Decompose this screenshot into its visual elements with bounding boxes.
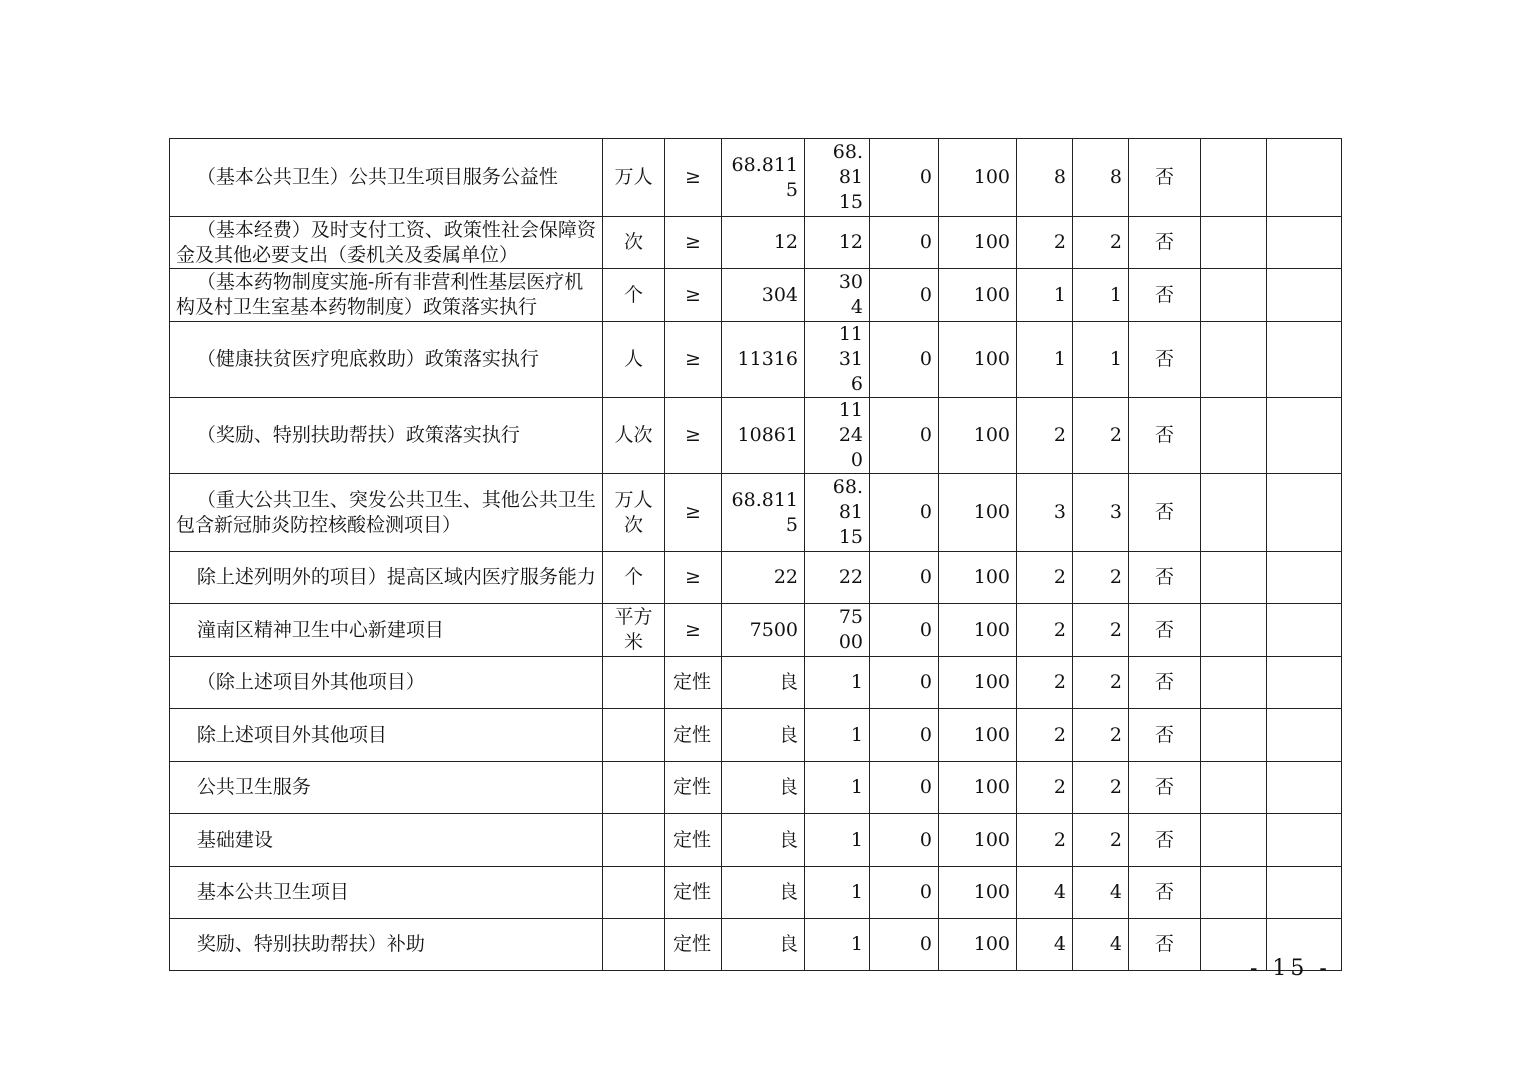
item-name-cell [170, 867, 603, 919]
target-value-cell: 10861 [722, 398, 805, 474]
operator-cell: 定性 [665, 709, 722, 762]
flag-cell: 否 [1129, 139, 1201, 217]
actual-value-cell: 22 [805, 552, 870, 604]
deviation-cell: 0 [870, 814, 939, 867]
unit-cell [603, 919, 665, 971]
remark-cell [1267, 474, 1342, 552]
item-name-cell [170, 217, 603, 269]
actual-value-cell: 1 [805, 709, 870, 762]
full-score-cell: 4 [1017, 867, 1073, 919]
operator-cell: ≥ [665, 398, 722, 474]
unit-cell [603, 814, 665, 867]
deviation-cell: 0 [870, 919, 939, 971]
item-name-text: （奖励、特别扶助帮扶）政策落实执行 [196, 424, 520, 446]
completion-rate-cell: 100 [939, 322, 1017, 398]
remark-cell [1267, 657, 1342, 709]
item-name-cell [170, 762, 603, 814]
table-row [170, 814, 1342, 867]
completion-rate-cell: 100 [939, 814, 1017, 867]
note-cell [1201, 474, 1267, 552]
operator-cell: ≥ [665, 474, 722, 552]
actual-value-cell: 1 [805, 814, 870, 867]
note-cell [1201, 867, 1267, 919]
full-score-cell: 1 [1017, 269, 1073, 322]
note-cell [1201, 604, 1267, 657]
remark-cell [1267, 814, 1342, 867]
item-name-text: （健康扶贫医疗兜底救助）政策落实执行 [196, 348, 539, 370]
target-value-cell: 68.8115 [722, 139, 805, 217]
item-name-cell [170, 139, 603, 217]
score-cell: 2 [1073, 217, 1129, 269]
completion-rate-cell: 100 [939, 709, 1017, 762]
unit-cell: 万人次 [603, 474, 665, 552]
target-value-cell: 良 [722, 762, 805, 814]
deviation-cell: 0 [870, 604, 939, 657]
target-value-cell: 11316 [722, 322, 805, 398]
table-row [170, 139, 1342, 217]
flag-cell: 否 [1129, 398, 1201, 474]
remark-cell [1267, 762, 1342, 814]
remark-cell [1267, 552, 1342, 604]
score-cell: 2 [1073, 657, 1129, 709]
item-name-text: 潼南区精神卫生中心新建项目 [196, 618, 444, 641]
table-body [170, 139, 1342, 971]
table-row [170, 552, 1342, 604]
remark-cell [1267, 139, 1342, 217]
operator-cell: ≥ [665, 139, 722, 217]
deviation-cell: 0 [870, 139, 939, 217]
note-cell [1201, 322, 1267, 398]
target-value-cell: 良 [722, 919, 805, 971]
actual-value-cell: 68.8115 [805, 139, 870, 217]
table-row [170, 398, 1342, 474]
item-name-text: 除上述项目外其他项目 [196, 723, 387, 746]
remark-cell [1267, 604, 1342, 657]
item-name-text: 基本公共卫生项目 [196, 881, 349, 903]
unit-cell [603, 709, 665, 762]
operator-cell: 定性 [665, 919, 722, 971]
operator-cell: ≥ [665, 552, 722, 604]
completion-rate-cell: 100 [939, 919, 1017, 971]
actual-value-cell: 1 [805, 919, 870, 971]
table-row [170, 709, 1342, 762]
unit-cell [603, 657, 665, 709]
actual-value-cell: 1 [805, 762, 870, 814]
flag-cell: 否 [1129, 604, 1201, 657]
deviation-cell: 0 [870, 762, 939, 814]
flag-cell: 否 [1129, 552, 1201, 604]
full-score-cell: 8 [1017, 139, 1073, 217]
completion-rate-cell: 100 [939, 657, 1017, 709]
table-row [170, 657, 1342, 709]
note-cell [1201, 269, 1267, 322]
item-name-text: （重大公共卫生、突发公共卫生、其他公共卫生包含新冠肺炎防控核酸检测项目） [176, 488, 596, 536]
deviation-cell: 0 [870, 398, 939, 474]
item-name-cell [170, 398, 603, 474]
target-value-cell: 良 [722, 657, 805, 709]
completion-rate-cell: 100 [939, 604, 1017, 657]
completion-rate-cell: 100 [939, 139, 1017, 217]
item-name-cell [170, 709, 603, 762]
completion-rate-cell: 100 [939, 552, 1017, 604]
full-score-cell: 2 [1017, 398, 1073, 474]
item-name-text: 公共卫生服务 [196, 776, 311, 798]
score-cell: 2 [1073, 552, 1129, 604]
flag-cell: 否 [1129, 657, 1201, 709]
operator-cell: 定性 [665, 814, 722, 867]
note-cell [1201, 217, 1267, 269]
completion-rate-cell: 100 [939, 474, 1017, 552]
unit-cell: 万人 [603, 139, 665, 217]
unit-cell: 个 [603, 552, 665, 604]
item-name-cell [170, 814, 603, 867]
item-name-cell [170, 604, 603, 657]
operator-cell: ≥ [665, 269, 722, 322]
actual-value-cell: 11240 [805, 398, 870, 474]
unit-cell: 个 [603, 269, 665, 322]
performance-table [169, 138, 1342, 971]
target-value-cell: 良 [722, 867, 805, 919]
table-row [170, 867, 1342, 919]
target-value-cell: 良 [722, 709, 805, 762]
full-score-cell: 1 [1017, 322, 1073, 398]
actual-value-cell: 12 [805, 217, 870, 269]
deviation-cell: 0 [870, 474, 939, 552]
item-name-text: 除上述列明外的项目）提高区域内医疗服务能力 [196, 566, 596, 588]
flag-cell: 否 [1129, 814, 1201, 867]
target-value-cell: 12 [722, 217, 805, 269]
score-cell: 2 [1073, 398, 1129, 474]
unit-cell: 平方米 [603, 604, 665, 657]
actual-value-cell: 7500 [805, 604, 870, 657]
flag-cell: 否 [1129, 709, 1201, 762]
actual-value-cell: 11316 [805, 322, 870, 398]
item-name-text: （基本经费）及时支付工资、政策性社会保障资金及其他必要支出（委机关及委属单位） [176, 218, 596, 266]
deviation-cell: 0 [870, 322, 939, 398]
target-value-cell: 22 [722, 552, 805, 604]
remark-cell [1267, 709, 1342, 762]
note-cell [1201, 398, 1267, 474]
completion-rate-cell: 100 [939, 217, 1017, 269]
remark-cell [1267, 269, 1342, 322]
table-row [170, 474, 1342, 552]
full-score-cell: 4 [1017, 919, 1073, 971]
item-name-text: （基本公共卫生）公共卫生项目服务公益性 [196, 166, 558, 188]
deviation-cell: 0 [870, 709, 939, 762]
remark-cell [1267, 322, 1342, 398]
full-score-cell: 2 [1017, 604, 1073, 657]
item-name-text: 基础建设 [196, 828, 273, 851]
item-name-text: 奖励、特别扶助帮扶）补助 [196, 933, 425, 955]
full-score-cell: 2 [1017, 657, 1073, 709]
unit-cell [603, 867, 665, 919]
actual-value-cell: 68.8115 [805, 474, 870, 552]
operator-cell: ≥ [665, 604, 722, 657]
item-name-cell [170, 552, 603, 604]
table-row [170, 762, 1342, 814]
operator-cell: ≥ [665, 217, 722, 269]
operator-cell: ≥ [665, 322, 722, 398]
score-cell: 1 [1073, 269, 1129, 322]
full-score-cell: 3 [1017, 474, 1073, 552]
operator-cell: 定性 [665, 762, 722, 814]
score-cell: 2 [1073, 709, 1129, 762]
deviation-cell: 0 [870, 867, 939, 919]
full-score-cell: 2 [1017, 709, 1073, 762]
operator-cell: 定性 [665, 657, 722, 709]
completion-rate-cell: 100 [939, 398, 1017, 474]
score-cell: 2 [1073, 604, 1129, 657]
actual-value-cell: 1 [805, 867, 870, 919]
completion-rate-cell: 100 [939, 762, 1017, 814]
full-score-cell: 2 [1017, 814, 1073, 867]
unit-cell [603, 762, 665, 814]
flag-cell: 否 [1129, 762, 1201, 814]
flag-cell: 否 [1129, 269, 1201, 322]
note-cell [1201, 552, 1267, 604]
unit-cell: 人 [603, 322, 665, 398]
deviation-cell: 0 [870, 552, 939, 604]
completion-rate-cell: 100 [939, 269, 1017, 322]
page-number: - 15 - [1250, 956, 1331, 981]
note-cell [1201, 709, 1267, 762]
item-name-cell [170, 919, 603, 971]
target-value-cell: 良 [722, 814, 805, 867]
unit-cell: 次 [603, 217, 665, 269]
table-row [170, 604, 1342, 657]
item-name-cell [170, 474, 603, 552]
table-row [170, 269, 1342, 322]
full-score-cell: 2 [1017, 217, 1073, 269]
note-cell [1201, 762, 1267, 814]
item-name-text: （基本药物制度实施-所有非营利性基层医疗机构及村卫生室基本药物制度）政策落实执行 [176, 271, 584, 318]
score-cell: 2 [1073, 762, 1129, 814]
remark-cell [1267, 217, 1342, 269]
flag-cell: 否 [1129, 322, 1201, 398]
deviation-cell: 0 [870, 269, 939, 322]
table-row [170, 217, 1342, 269]
completion-rate-cell: 100 [939, 867, 1017, 919]
item-name-cell [170, 657, 603, 709]
item-name-cell [170, 322, 603, 398]
note-cell [1201, 657, 1267, 709]
table-row [170, 322, 1342, 398]
note-cell [1201, 814, 1267, 867]
score-cell: 3 [1073, 474, 1129, 552]
flag-cell: 否 [1129, 867, 1201, 919]
flag-cell: 否 [1129, 919, 1201, 971]
note-cell [1201, 139, 1267, 217]
target-value-cell: 7500 [722, 604, 805, 657]
actual-value-cell: 1 [805, 657, 870, 709]
deviation-cell: 0 [870, 657, 939, 709]
unit-cell: 人次 [603, 398, 665, 474]
remark-cell [1267, 398, 1342, 474]
flag-cell: 否 [1129, 217, 1201, 269]
flag-cell: 否 [1129, 474, 1201, 552]
actual-value-cell: 304 [805, 269, 870, 322]
target-value-cell: 304 [722, 269, 805, 322]
target-value-cell: 68.8115 [722, 474, 805, 552]
score-cell: 8 [1073, 139, 1129, 217]
item-name-text: （除上述项目外其他项目） [196, 671, 425, 693]
table-row [170, 919, 1342, 971]
score-cell: 4 [1073, 919, 1129, 971]
score-cell: 4 [1073, 867, 1129, 919]
score-cell: 2 [1073, 814, 1129, 867]
full-score-cell: 2 [1017, 762, 1073, 814]
operator-cell: 定性 [665, 867, 722, 919]
full-score-cell: 2 [1017, 552, 1073, 604]
score-cell: 1 [1073, 322, 1129, 398]
remark-cell [1267, 867, 1342, 919]
deviation-cell: 0 [870, 217, 939, 269]
item-name-cell [170, 269, 603, 322]
